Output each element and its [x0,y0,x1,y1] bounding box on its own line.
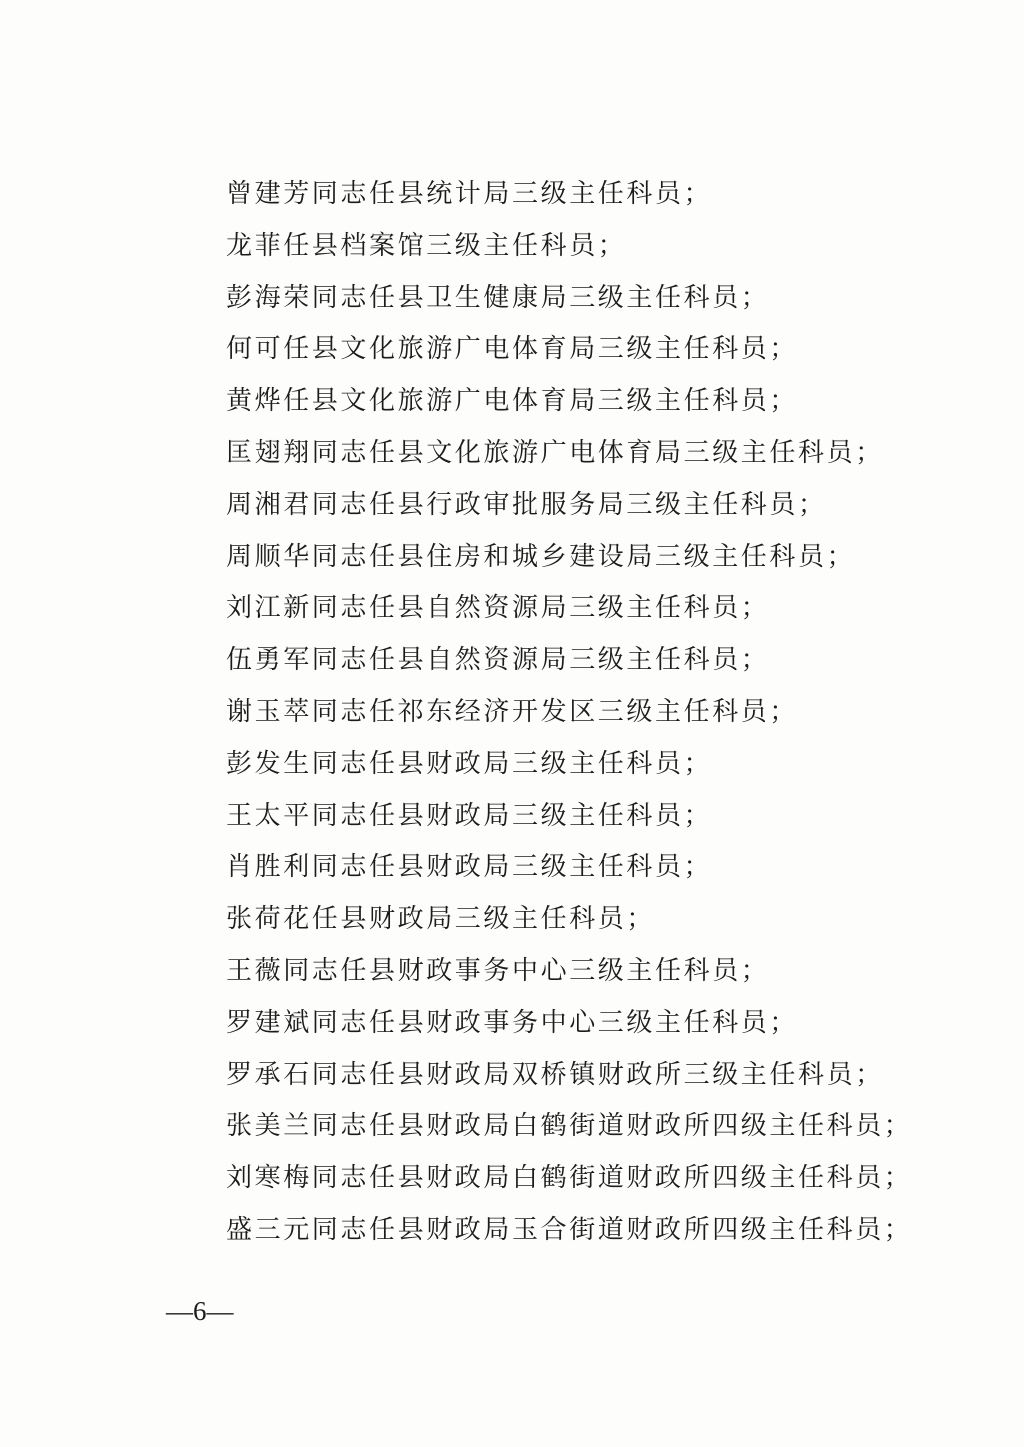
appointment-line: 曾建芳同志任县统计局三级主任科员； [226,179,713,209]
appointment-line: 何可任县文化旅游广电体育局三级主任科员； [226,334,799,365]
page-number: —6— [166,1296,234,1326]
appointment-line: 肖胜利同志任县财政局三级主任科员； [226,852,713,883]
appointment-line: 张荷花任县财政局三级主任科员； [226,904,656,935]
appointment-line: 龙菲任县档案馆三级主任科员； [226,230,627,261]
appointment-line: 谢玉萃同志任祁东经济开发区三级主任科员； [226,696,799,727]
appointment-line: 匡翅翔同志任县文化旅游广电体育局三级主任科员； [226,437,884,468]
appointment-line: 周湘君同志任县行政审批服务局三级主任科员； [226,489,827,520]
appointment-line: 刘江新同志任县自然资源局三级主任科员； [226,593,770,624]
appointment-list [226,172,966,1260]
appointment-line: 盛三元同志任县财政局玉合街道财政所四级主任科员； [226,1214,913,1245]
appointment-line: 张美兰同志任县财政局白鹤街道财政所四级主任科员； [226,1111,913,1142]
appointment-line: 黄烨任县文化旅游广电体育局三级主任科员； [226,386,799,417]
appointment-line: 刘寒梅同志任县财政局白鹤街道财政所四级主任科员； [226,1163,913,1194]
appointment-line: 罗承石同志任县财政局双桥镇财政所三级主任科员； [226,1059,884,1090]
appointment-line: 伍勇军同志任县自然资源局三级主任科员； [226,645,770,676]
appointment-line: 王太平同志任县财政局三级主任科员； [226,800,713,831]
appointment-line: 王薇同志任县财政事务中心三级主任科员； [226,955,770,986]
appointment-line: 彭海荣同志任县卫生健康局三级主任科员； [226,282,770,313]
appointment-line: 彭发生同志任县财政局三级主任科员； [226,748,713,779]
appointment-line: 周顺华同志任县住房和城乡建设局三级主任科员； [226,541,856,572]
appointment-line: 罗建斌同志任县财政事务中心三级主任科员； [226,1007,799,1038]
